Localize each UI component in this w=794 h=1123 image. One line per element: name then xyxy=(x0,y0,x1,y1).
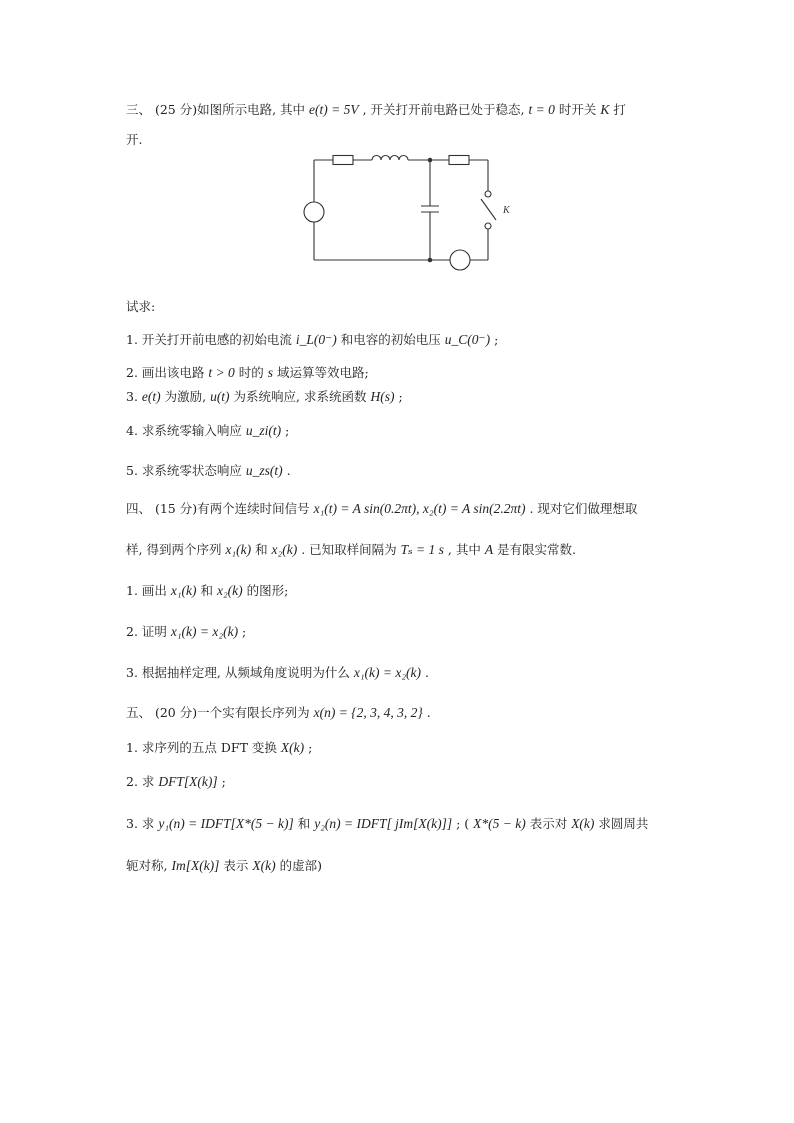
p3-q2-text2: 时的 xyxy=(234,365,268,380)
p4-q3-m: x₁(k) = x₂(k) xyxy=(353,665,422,680)
p3-q2 xyxy=(126,364,369,382)
p4-cont-a: 样, 得到两个序列 xyxy=(126,542,226,557)
p3-q3 xyxy=(126,388,403,406)
p3-k: K xyxy=(600,102,610,117)
p5-q2-m: DFT[X(k)] xyxy=(158,774,218,789)
p5-q3-text: 3. 求 xyxy=(126,816,159,831)
p4-line2 xyxy=(126,541,576,559)
p4-q1-text2: 和 xyxy=(196,583,217,598)
p5-line-cont xyxy=(126,857,322,875)
p3-head: 三、 (25 分)如图所示电路, 其中 xyxy=(126,102,310,117)
p4-q1-text3: 的图形; xyxy=(242,583,289,598)
p5-cont-c: 的虚部) xyxy=(275,858,322,873)
p3-q3-num: 3. xyxy=(126,389,142,404)
p4-q2-m: x₁(k) = x₂(k) xyxy=(170,624,239,639)
switch-contact-top xyxy=(485,191,491,197)
p3-q2-text: 2. 画出该电路 xyxy=(126,365,209,380)
p3-q1-text: 1. 开关打开前电感的初始电流 xyxy=(126,332,296,347)
p5-q1-text: 1. 求序列的五点 DFT 变换 xyxy=(126,740,281,755)
inductor xyxy=(372,156,408,161)
p5-q2-text2: ; xyxy=(217,774,226,789)
p5-q3-text3: ; ( xyxy=(452,816,474,831)
p5-q3-text5: 求圆周共 xyxy=(594,816,649,831)
p3-ask: 试求: xyxy=(126,299,156,314)
p4-cont-m3: Tₛ = 1 s xyxy=(400,542,444,557)
p3-q4 xyxy=(126,422,289,440)
p5-q3-m3: X*(5 − k) xyxy=(473,816,526,831)
p3-q1 xyxy=(126,331,498,349)
p3-q5-text2: . xyxy=(282,463,291,478)
voltage-source-u xyxy=(450,250,470,270)
p3-q1-text3: ; xyxy=(490,332,499,347)
p4-tail: . 现对它们做理想取 xyxy=(525,501,638,516)
p3-q1-text2: 和电容的初始电压 xyxy=(336,332,445,347)
p5-q1 xyxy=(126,739,312,757)
switch-label: K xyxy=(503,205,510,216)
p5-cont-a: 轭对称, xyxy=(126,858,172,873)
p5-line1 xyxy=(126,704,431,722)
p5-q1-text2: ; xyxy=(304,740,313,755)
p4-cont-b: 和 xyxy=(251,542,272,557)
p4-q2-text2: ; xyxy=(238,624,247,639)
p3-q5-text: 5. 求系统零状态响应 xyxy=(126,463,246,478)
resistor-1 xyxy=(333,156,353,165)
p5-q3-m4: X(k) xyxy=(571,816,595,831)
p3-q4-text2: ; xyxy=(281,423,290,438)
p3-q3-math3: H(s) xyxy=(370,389,395,404)
p3-q3-text: 为激励, xyxy=(160,389,211,404)
p3-q4-math: u_zi(t) xyxy=(245,423,282,438)
circuit-diagram xyxy=(300,148,520,274)
p3-q2-text3: 域运算等效电路; xyxy=(272,365,369,380)
p5-q1-m: X(k) xyxy=(280,740,305,755)
p3-line1 xyxy=(126,101,626,119)
p3-q4-text: 4. 求系统零输入响应 xyxy=(126,423,246,438)
p4-cont-d: , 其中 xyxy=(443,542,485,557)
p5-q2-text: 2. 求 xyxy=(126,774,159,789)
node-dot-top xyxy=(428,158,433,163)
voltage-source-e xyxy=(304,202,324,222)
p3-q3-text2: 为系统响应, 求系统函数 xyxy=(229,389,371,404)
p3-q1-math2: u_C(0⁻) xyxy=(444,332,491,347)
p5-q3 xyxy=(126,815,648,833)
p4-q1-m1: x₁(k) xyxy=(170,583,197,598)
p4-head: 四、 (15 分)有两个连续时间信号 xyxy=(126,501,314,516)
p5-q3-m1: y₁(n) = IDFT[X*(5 − k)] xyxy=(158,816,294,831)
p4-line1 xyxy=(126,500,637,518)
p5-q3-text4: 表示对 xyxy=(525,816,572,831)
p4-q3-text: 3. 根据抽样定理, 从频域角度说明为什么 xyxy=(126,665,354,680)
p5-q2 xyxy=(126,773,226,791)
p4-cont-e: 是有限实常数. xyxy=(493,542,577,557)
switch-contact-bottom xyxy=(485,223,491,229)
p4-q2-text: 2. 证明 xyxy=(126,624,171,639)
p5-q3-m2: y₂(n) = IDFT[ jIm[X(k)]] xyxy=(314,816,453,831)
p4-q2 xyxy=(126,623,246,641)
switch-blade xyxy=(481,199,496,220)
p3-q2-math: t > 0 xyxy=(208,365,235,380)
p3-line2: 开. xyxy=(126,132,143,147)
p4-cont-m1: x₁(k) xyxy=(225,542,252,557)
p5-cont-m2: X(k) xyxy=(252,858,276,873)
p4-cont-c: . 已知取样间隔为 xyxy=(297,542,401,557)
resistor-2 xyxy=(449,156,469,165)
p3-tail2: 打 xyxy=(609,102,626,117)
p3-t: t = 0 xyxy=(528,102,555,117)
p5-cont-b: 表示 xyxy=(219,858,253,873)
p5-tail: . xyxy=(422,705,431,720)
p5-q3-text2: 和 xyxy=(293,816,315,831)
p3-q5 xyxy=(126,462,291,480)
p3-q3-math1: e(t) xyxy=(141,389,161,404)
node-dot-bottom xyxy=(428,258,433,263)
p4-cont-m4: A xyxy=(484,542,494,557)
p4-q3-text2: . xyxy=(421,665,429,680)
p3-q2-s: s xyxy=(267,365,273,380)
p3-tail: 时开关 xyxy=(554,102,601,117)
p3-q3-math2: u(t) xyxy=(210,389,230,404)
p4-q3 xyxy=(126,664,429,682)
p5-seq: x(n) = {2, 3, 4, 3, 2} xyxy=(313,705,423,720)
p3-cond: e(t) = 5V xyxy=(309,102,359,117)
p4-cont-m2: x₂(k) xyxy=(271,542,298,557)
p5-cont-m1: Im[X(k)] xyxy=(171,858,220,873)
p3-mid: , 开关打开前电路已处于稳态, xyxy=(358,102,529,117)
p3-q5-math: u_zs(t) xyxy=(245,463,283,478)
p4-q1-text: 1. 画出 xyxy=(126,583,171,598)
p4-q1-m2: x₂(k) xyxy=(217,583,243,598)
p3-q1-math1: i_L(0⁻) xyxy=(295,332,337,347)
p5-head: 五、 (20 分)一个实有限长序列为 xyxy=(126,705,314,720)
p4-q1 xyxy=(126,582,288,600)
p3-q3-text3: ; xyxy=(394,389,403,404)
p4-signals: x₁(t) = A sin(0.2πt), x₂(t) = A sin(2.2πt) xyxy=(313,501,526,516)
